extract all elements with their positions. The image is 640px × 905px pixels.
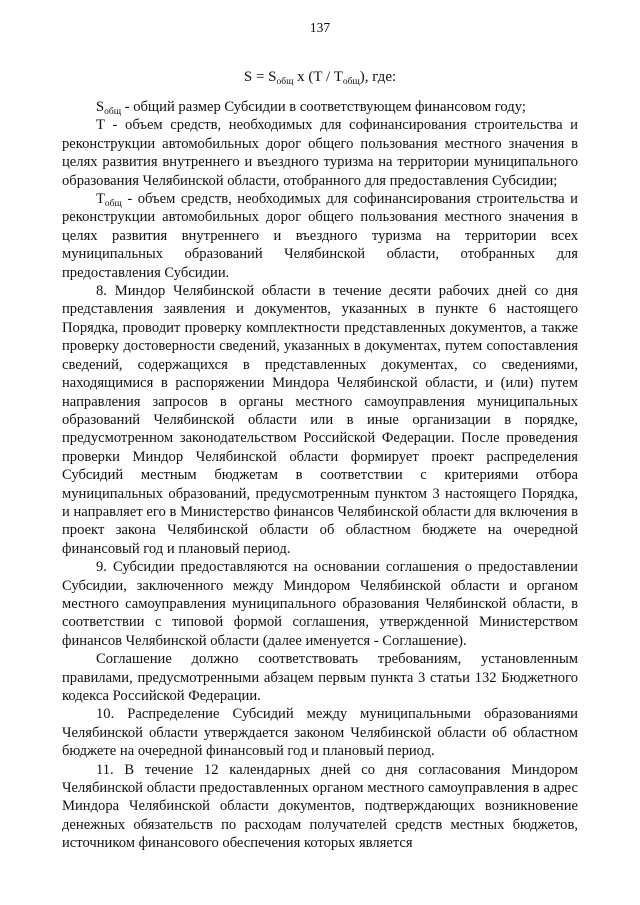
paragraph-item-8 — [62, 282, 578, 558]
page-number: 137 — [309, 20, 331, 35]
paragraph-definition-s — [62, 98, 578, 116]
paragraph-text: 11. В течение 12 календарных дней со дня согласования Миндором Челябинской области предоставленных органом местного самоуправления в адрес Миндора Челябинской области документов, подтверждающих возникновение денежных обязательств по расходам получателей средств местных бюджетов, источником финансового обеспечения которых является — [62, 761, 578, 852]
paragraph-agreement — [62, 650, 578, 705]
formula-subscript: общ — [276, 77, 294, 87]
paragraph-text: - объем средств, необходимых для софинансирования строительства и реконструкции автомобильных дорог общего пользования местного значения в целях развития внутреннего и въездного туризма на территории всех муниципальных образований Челябинской области, отобранных для предоставления Субсидии. — [62, 191, 578, 281]
symbol: S — [96, 99, 105, 115]
formula-part: x (T / T — [293, 69, 343, 85]
paragraph-text: 8. Миндор Челябинской области в течение десяти рабочих дней со дня представления заявления и документов, указанных в пункте 6 настоящего Порядка, проводит проверку комплектности представленных документов, а также проверку достоверности сведений, указанных в документах, путем сопоставления сведений, содержащихся в представленных документах, со сведениями, находящимися в распоряжении Миндора Челябинской области, и (или) путем направления запросов в органы местного самоуправления муниципальных образований Челябинской области или в иные организации в порядке, предусмотренном законодательством Российской Федерации. После проведения проверки Миндор Челябинской области формирует проект распределения Субсидий местным бюджетам в соответствии с критериями отбора муниципальных образований, предусмотренным пунктом 3 настоящего Порядка, и направляет его в Министерство финансов Челябинской области для включения в проект закона Челябинской области об областном бюджете на очередной финансовый год и плановый период. — [62, 283, 578, 557]
document-body — [62, 91, 578, 853]
symbol: T — [96, 191, 105, 208]
paragraph-definition-t-total — [62, 190, 578, 282]
paragraph-text: 10. Распределение Субсидий между муниципальными образованиями Челябинской области утверждается законом Челябинской области об областном бюджете на очередной финансовый год и плановый период. — [62, 706, 578, 760]
symbol-subscript: общ — [104, 199, 122, 210]
formula-part: S = S — [243, 69, 277, 85]
formula — [0, 68, 640, 86]
formula-part: ), где: — [359, 69, 397, 85]
paragraph-item-11 — [62, 761, 578, 853]
paragraph-item-10 — [62, 705, 578, 760]
paragraph-text: Соглашение должно соответствовать требованиям, установленным правилами, предусмотренными абзацем первым пункта 3 статьи 132 Бюджетного кодекса Российской Федерации. — [62, 651, 578, 704]
formula-subscript: общ — [342, 77, 360, 87]
paragraph-text: - общий размер Субсидии в соответствующем финансовом году; — [121, 99, 526, 115]
paragraph-text: 9. Субсидии предоставляются на основании соглашения о предоставлении Субсидии, заключенного между Миндором Челябинской области и органом местного самоуправления муниципального образования Челябинской области, в соответствии с типовой формой соглашения, утвержденной Министерством финансов Челябинской области (далее именуется - Соглашение). — [62, 559, 578, 649]
paragraph-item-9 — [62, 558, 578, 650]
paragraph-definition-t — [62, 116, 578, 190]
symbol-subscript: общ — [104, 107, 122, 117]
paragraph-text: Т - объем средств, необходимых для софинансирования строительства и реконструкции автомобильных дорог общего пользования местного значения в целях развития внутреннего и въездного туризма на территории муниципального образования Челябинской области, отобранного для предоставления Субсидии; — [62, 117, 578, 189]
